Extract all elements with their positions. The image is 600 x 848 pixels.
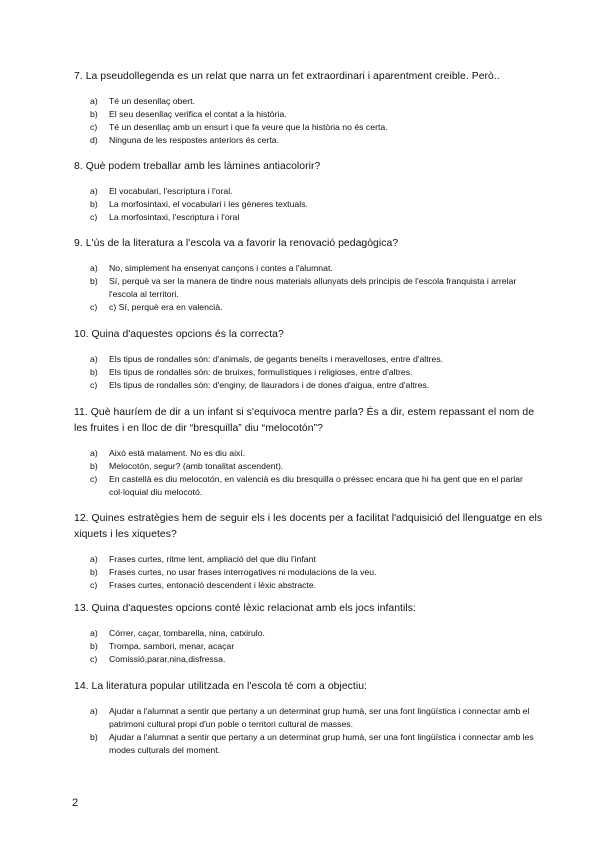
option-text: Melocotón, segur? (amb tonalitat ascendent). (109, 461, 284, 471)
option-text: Frases curtes, entonació descendent i lèxic abstracte. (109, 580, 317, 590)
option-item (90, 566, 544, 579)
option-text: Té un desenllaç amb un ensurt i que fa veure que la història no és certa. (109, 122, 388, 132)
option-item (90, 185, 544, 198)
option-text: Frases curtes, no usar frases interrogatives ni modulacions de la veu. (109, 567, 377, 577)
option-letter: a) (90, 263, 98, 273)
option-text: El vocabulari, l'escriptura i l'oral. (109, 186, 233, 196)
option-letter: c) (90, 380, 98, 390)
option-letter: a) (90, 706, 98, 716)
option-item (90, 627, 544, 640)
option-text: Els tipus de rondalles són: de bruixes, formulístiques i religioses, entre d'altres. (109, 367, 413, 377)
option-letter: c) (90, 580, 98, 590)
option-item (90, 95, 544, 108)
option-letter: c) (90, 302, 98, 312)
option-item (90, 366, 544, 379)
option-text: La morfosintaxi, l'escriptura i l'oral (109, 212, 240, 222)
option-text: Té un desenllaç obert. (109, 96, 195, 106)
option-letter: b) (90, 367, 98, 377)
option-item (90, 731, 544, 757)
question-text: 8. Què podem treballar amb les làmines antiacolorir? (74, 161, 321, 172)
option-letter: b) (90, 461, 98, 471)
option-item (90, 211, 544, 224)
option-item (90, 460, 544, 473)
question-text: 10. Quina d'aquestes opcions és la correcta? (74, 329, 284, 340)
question-text: 13. Quina d'aquestes opcions conté lèxic relacionat amb els jocs infantils: (74, 603, 416, 614)
option-item (90, 447, 544, 460)
page-number: 2 (72, 797, 79, 809)
option-letter: d) (90, 135, 98, 145)
option-letter: b) (90, 276, 98, 286)
question-12 (74, 511, 544, 592)
option-text: Ninguna de les respostes anteriors és certa. (109, 135, 279, 145)
option-text: Sí, perquè va ser la manera de tindre nous materials allunyats dels principis de l'escola franquista i arrelar l'escola al territori. (109, 276, 517, 299)
option-text: No, simplement ha ensenyat cançons i contes a l'alumnat. (109, 263, 333, 273)
option-item (90, 262, 544, 275)
option-letter: c) (90, 654, 98, 664)
option-item (90, 379, 544, 392)
option-item (90, 301, 544, 314)
option-list (90, 185, 544, 224)
option-text: En castellà es diu melocotón, en valencià es diu bresquilla o préssec encara que hi ha gent que en el parlar col·loquial diu melocotó. (109, 474, 523, 497)
option-item (90, 640, 544, 653)
option-text: Comissió,parar,nina,disfressa. (109, 654, 226, 664)
question-text: 7. La pseudollegenda es un relat que narra un fet extraordinari i aparentment creible. Però.. (74, 71, 500, 82)
option-item (90, 579, 544, 592)
option-letter: a) (90, 554, 98, 564)
option-letter: b) (90, 732, 98, 742)
option-list (90, 353, 544, 392)
option-list (90, 553, 544, 592)
option-text: c) Sí, perquè era en valencià. (109, 302, 223, 312)
option-item (90, 553, 544, 566)
question-text: 9. L'ús de la literatura a l'escola va a favorir la renovació pedagògica? (74, 238, 399, 249)
option-list (90, 705, 544, 757)
option-item (90, 108, 544, 121)
option-item (90, 121, 544, 134)
option-text: Ajudar a l'alumnat a sentir que pertany a un determinat grup humà, ser una font lingüística i connectar amb les modes culturals del moment. (109, 732, 534, 755)
option-list (90, 447, 544, 499)
option-letter: c) (90, 122, 98, 132)
option-item (90, 275, 544, 301)
option-letter: a) (90, 96, 98, 106)
option-text: Frases curtes, ritme lent, ampliació del que diu l'infant (109, 554, 316, 564)
option-letter: a) (90, 448, 98, 458)
option-list (90, 95, 544, 147)
question-text: 11. Què hauríem de dir a un infant si s'equivoca mentre parla? És a dir, estem repassant el nom de les fruites i en lloc de dir “bresquilla” diu “melocotón”? (74, 407, 535, 434)
option-text: Això està malament. No es diu així. (109, 448, 246, 458)
option-letter: b) (90, 199, 98, 209)
question-8 (74, 159, 544, 224)
option-item (90, 473, 544, 499)
option-letter: b) (90, 567, 98, 577)
option-letter: c) (90, 212, 98, 222)
option-list (90, 262, 544, 314)
option-item (90, 705, 544, 731)
question-9 (74, 236, 544, 314)
option-item (90, 653, 544, 666)
option-letter: b) (90, 109, 98, 119)
option-letter: b) (90, 641, 98, 651)
question-10 (74, 327, 544, 392)
question-13 (74, 601, 544, 666)
option-letter: c) (90, 474, 98, 484)
question-11 (74, 405, 544, 499)
option-item (90, 198, 544, 211)
option-item (90, 353, 544, 366)
option-letter: a) (90, 628, 98, 638)
option-letter: a) (90, 354, 98, 364)
question-7 (74, 69, 544, 147)
option-item (90, 134, 544, 147)
option-text: Els tipus de rondalles són: d'enginy, de llauradors i de dones d'aigua, entre d'altres. (109, 380, 430, 390)
question-text: 12. Quines estratègies hem de seguir els i les docents per a facilitat l'adquisició del llenguatge en els xiquets i les xiquetes? (74, 513, 543, 540)
option-text: La morfosintaxi, el vocabulari i les gèneres textuals. (109, 199, 308, 209)
option-text: El seu desenllaç verifica el contat a la història. (109, 109, 287, 119)
option-text: Trompa, sambori, menar, acaçar (109, 641, 235, 651)
question-14 (74, 679, 544, 757)
option-text: Ajudar a l'alumnat a sentir que pertany a un determinat grup humà, ser una font lingüística i connectar amb el patrimoni cultural propi d'un poble o territori cultural de masses. (109, 706, 530, 729)
option-list (90, 627, 544, 666)
option-text: Els tipus de rondalles són: d'animals, de gegants beneïts i meravelloses, entre d'altres. (109, 354, 444, 364)
option-text: Córrer, caçar, tombarella, nina, catxirulo. (109, 628, 265, 638)
question-text: 14. La literatura popular utilitzada en l'escola té com a objectiu: (74, 681, 367, 692)
option-letter: a) (90, 186, 98, 196)
